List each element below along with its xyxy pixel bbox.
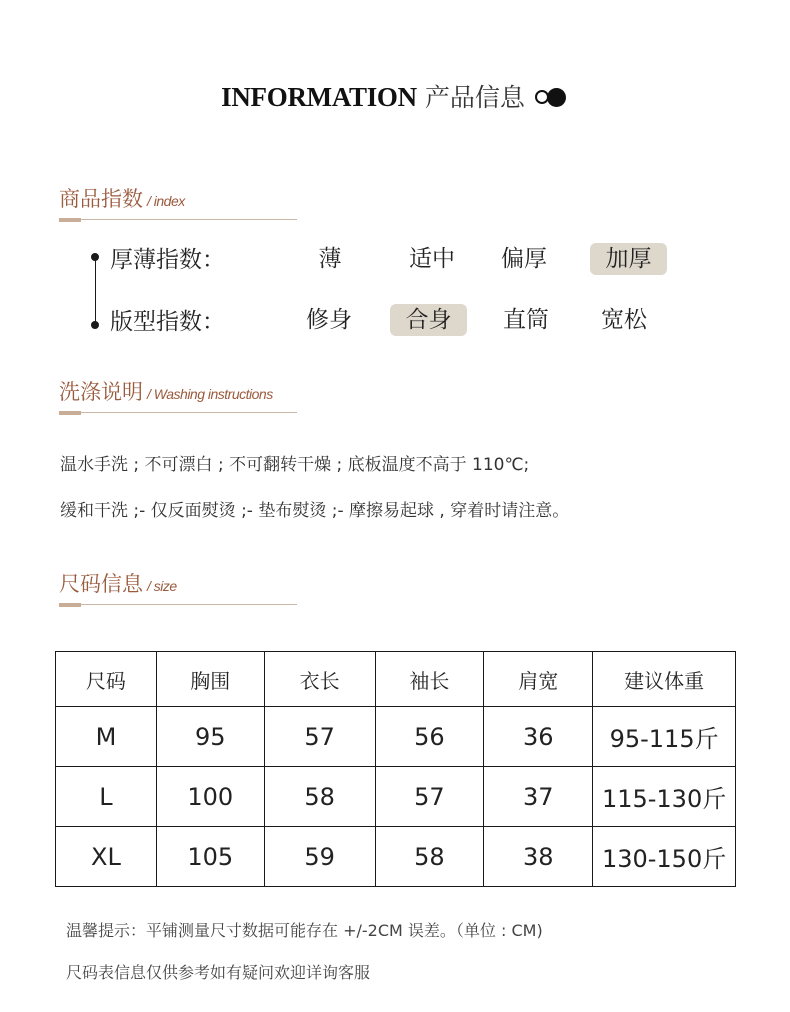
table-cell: 36 [484, 707, 593, 767]
thickness-option-thickish: 偏厚 [501, 246, 547, 272]
table-cell: 58 [375, 827, 484, 887]
section-accent-bar [59, 411, 81, 415]
header-cell-shoulder: 肩宽 [484, 652, 593, 707]
table-row [56, 827, 736, 887]
washing-line-2: 缓和干洗 ;- 仅反面熨烫 ;- 垫布熨烫 ;- 摩擦易起球 , 穿着时请注意。 [60, 501, 570, 521]
size-table [55, 651, 736, 887]
connector-line [95, 260, 96, 322]
header-cell-length: 衣长 [264, 652, 375, 707]
header-cell-chest: 胸围 [156, 652, 264, 707]
section-title-en: / Washing instructions [147, 386, 273, 402]
section-title-en: / size [147, 578, 177, 594]
table-cell: 115-130斤 [593, 767, 736, 827]
table-row [56, 767, 736, 827]
section-title-index [59, 183, 297, 220]
fit-option-regular-selected: 合身 [390, 304, 467, 336]
dots-icon [535, 88, 569, 108]
table-cell: 95-115斤 [593, 707, 736, 767]
table-cell: 56 [375, 707, 484, 767]
section-title-cn: 商品指数 [59, 187, 143, 211]
table-cell: 38 [484, 827, 593, 887]
table-cell: 105 [156, 827, 264, 887]
table-cell: 59 [264, 827, 375, 887]
table-cell: 57 [375, 767, 484, 827]
section-accent-bar [59, 603, 81, 607]
table-cell: 95 [156, 707, 264, 767]
title-en: INFORMATION [221, 82, 417, 112]
table-cell: 37 [484, 767, 593, 827]
section-title-washing [59, 376, 297, 413]
table-cell: 100 [156, 767, 264, 827]
reference-note: 尺码表信息仅供参考如有疑问欢迎详询客服 [66, 963, 371, 982]
title-cn: 产品信息 [424, 83, 525, 112]
fit-option-straight: 直筒 [503, 307, 549, 333]
bullet-icon [91, 321, 99, 329]
section-title-size [59, 568, 297, 605]
table-row [56, 707, 736, 767]
table-cell: M [56, 707, 157, 767]
measurement-note: 温馨提示：平铺测量尺寸数据可能存在 +/-2CM 误差。（单位 : CM) [66, 921, 543, 940]
section-accent-bar [59, 218, 81, 222]
section-title-cn: 洗涤说明 [59, 380, 143, 404]
thickness-label: 厚薄指数： [110, 247, 225, 273]
thickness-option-thick-selected: 加厚 [590, 243, 667, 275]
table-cell: 57 [264, 707, 375, 767]
header-cell-weight: 建议体重 [593, 652, 736, 707]
fit-option-slim: 修身 [306, 307, 352, 333]
section-title-en: / index [147, 193, 185, 209]
header-cell-sleeve: 袖长 [375, 652, 484, 707]
table-cell: XL [56, 827, 157, 887]
table-header-row [56, 652, 736, 707]
table-cell: 130-150斤 [593, 827, 736, 887]
page-header [0, 78, 790, 114]
thickness-option-thin: 薄 [318, 246, 342, 272]
header-cell-size: 尺码 [56, 652, 157, 707]
table-cell: L [56, 767, 157, 827]
filled-dot-icon [547, 88, 566, 107]
fit-option-loose: 宽松 [601, 307, 647, 333]
table-cell: 58 [264, 767, 375, 827]
washing-line-1: 温水手洗 ; 不可漂白 ; 不可翻转干燥 ; 底板温度不高于 110℃; [60, 455, 530, 475]
thickness-option-medium: 适中 [409, 246, 455, 272]
fit-label: 版型指数： [110, 309, 225, 335]
section-title-cn: 尺码信息 [59, 572, 143, 596]
